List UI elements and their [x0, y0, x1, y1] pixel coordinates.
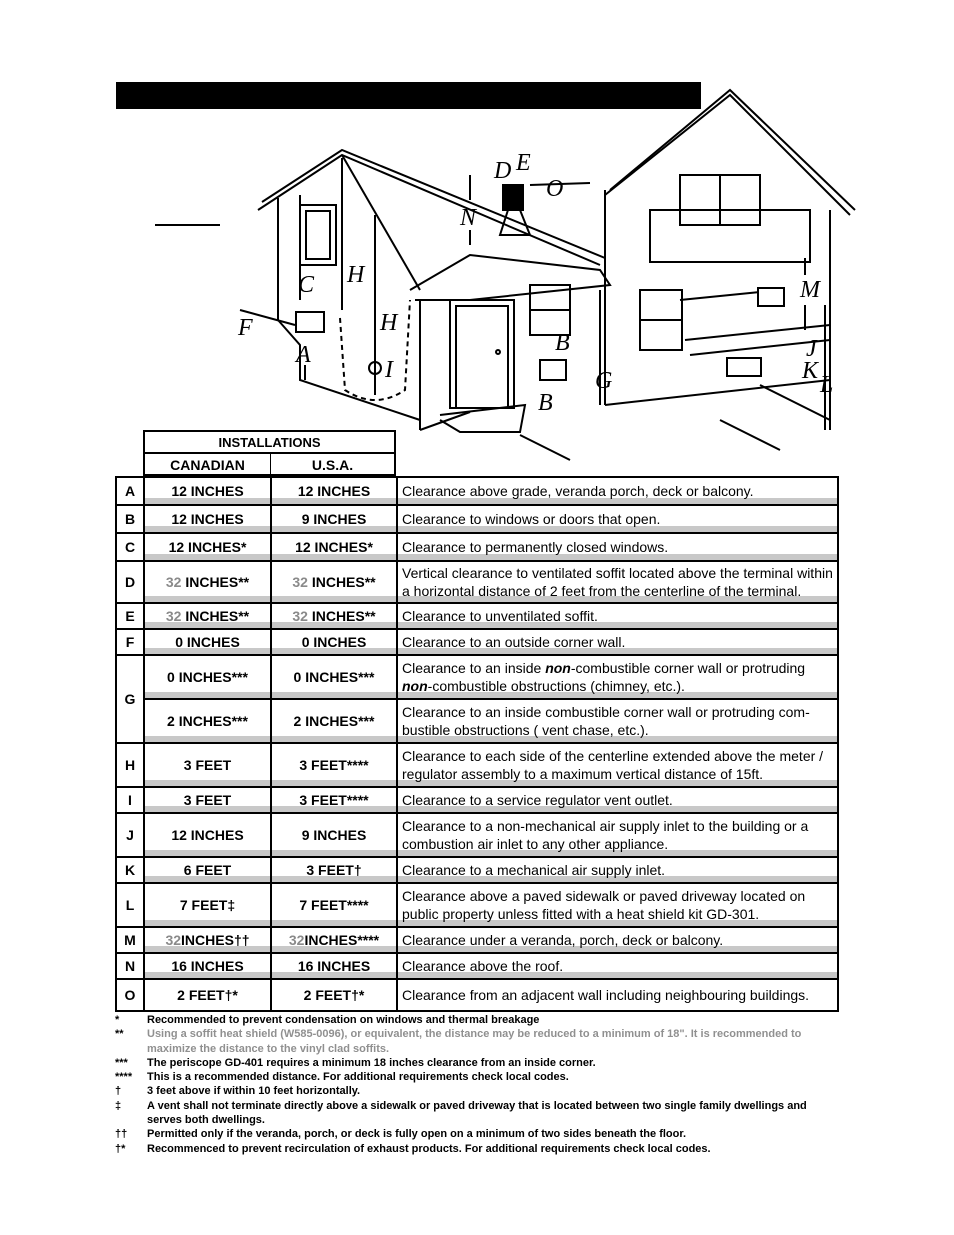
row-letter: D: [116, 561, 144, 603]
usa-value: 3 FEET****: [271, 743, 397, 787]
canadian-value: 12 INCHES: [144, 813, 271, 857]
table-row: [116, 979, 838, 1011]
canadian-value: 3 FEET: [144, 787, 271, 813]
table-row: [116, 629, 838, 655]
diagram-label-m: M: [800, 277, 820, 303]
row-description: Clearance to an inside non-combustible corner wall or protruding non-combustible obstructions (chimney, etc.).: [397, 655, 838, 699]
row-description: Clearance to an inside combustible corner wall or protruding com-bustible obstructions ( vent chase, etc.).: [397, 699, 838, 743]
footnote: †† Permitted only if the veranda, porch, or deck is fully open on a minimum of two sides beneath the floor.: [115, 1128, 687, 1141]
usa-value: 32 INCHES**: [271, 561, 397, 603]
footnotes: [115, 1013, 840, 1156]
usa-header: U.S.A.: [270, 453, 396, 476]
row-letter: I: [116, 787, 144, 813]
table-row: [116, 927, 838, 953]
table-row: [116, 561, 838, 603]
canadian-value: 12 INCHES*: [144, 533, 271, 561]
diagram-label-e: E: [516, 150, 531, 176]
row-description: Clearance to windows or doors that open.: [397, 505, 838, 533]
row-letter: N: [116, 953, 144, 979]
canadian-value: 32 INCHES**: [144, 603, 271, 629]
usa-value: 9 INCHES: [271, 505, 397, 533]
row-description: Clearance above a paved sidewalk or paved driveway located on public property unless fitted with a heat shield kit GD-301.: [397, 883, 838, 927]
canadian-value: 6 FEET: [144, 857, 271, 883]
row-description: Vertical clearance to ventilated soffit located above the terminal within a horizontal distance of 2 feet from the centerline of the terminal.: [397, 561, 838, 603]
row-description: Clearance to a non-mechanical air supply inlet to the building or a combustion air inlet to any other appliance.: [397, 813, 838, 857]
footnote: ‡ A vent shall not terminate directly above a sidewalk or paved driveway that is located between two single family dwellings and serves both dwellings.: [115, 1099, 807, 1127]
footnote: *** The periscope GD-401 requires a minimum 18 inches clearance from an inside corner.: [115, 1056, 596, 1069]
usa-value: 3 FEET†: [271, 857, 397, 883]
usa-value: 16 INCHES: [271, 953, 397, 979]
row-description: Clearance to an outside corner wall.: [397, 629, 838, 655]
canadian-value: 0 INCHES: [144, 629, 271, 655]
diagram-label-b2: B: [538, 390, 553, 416]
diagram-label-a: A: [296, 342, 311, 368]
table-row: [116, 477, 838, 505]
usa-value: 0 INCHES: [271, 629, 397, 655]
row-letter: B: [116, 505, 144, 533]
row-letter: O: [116, 979, 144, 1011]
canadian-value: 12 INCHES: [144, 477, 271, 505]
usa-value: 32 INCHES**: [271, 603, 397, 629]
usa-value: 3 FEET****: [271, 787, 397, 813]
table-row: [116, 603, 838, 629]
row-letter: M: [116, 927, 144, 953]
diagram-label-j: J: [806, 336, 817, 362]
table-row: [116, 953, 838, 979]
row-letter: H: [116, 743, 144, 787]
canadian-value: 7 FEET‡: [144, 883, 271, 927]
row-description: Clearance to each side of the centerline extended above the meter / regulator assembly to a maximum vertical distance of 15ft.: [397, 743, 838, 787]
usa-value: 9 INCHES: [271, 813, 397, 857]
table-row: [116, 857, 838, 883]
diagram-label-o: O: [546, 176, 564, 202]
diagram-label-c: C: [298, 272, 315, 298]
diagram-label-n: N: [460, 205, 477, 231]
diagram-label-l: L: [820, 372, 834, 398]
footnote: **** This is a recommended distance. For additional requirements check local codes.: [115, 1071, 569, 1084]
usa-value: 0 INCHES***: [271, 655, 397, 699]
canadian-value: 2 INCHES***: [144, 699, 271, 743]
canadian-value: 0 INCHES***: [144, 655, 271, 699]
row-description: Clearance to unventilated soffit.: [397, 603, 838, 629]
usa-value: 32INCHES****: [271, 927, 397, 953]
diagram-label-i: I: [385, 357, 393, 383]
table-row: [116, 743, 838, 787]
table-row: [116, 787, 838, 813]
canadian-value: 32INCHES††: [144, 927, 271, 953]
row-letter: F: [116, 629, 144, 655]
canadian-value: 12 INCHES: [144, 505, 271, 533]
canadian-value: 32 INCHES**: [144, 561, 271, 603]
canadian-header: CANADIAN: [143, 453, 271, 476]
diagram-label-f: F: [238, 315, 253, 341]
table-row: [116, 505, 838, 533]
table-row: [116, 533, 838, 561]
table-row: [116, 883, 838, 927]
diagram-label-d: D: [494, 158, 512, 184]
row-letter: L: [116, 883, 144, 927]
diagram-label-h2: H: [380, 310, 398, 336]
usa-value: 12 INCHES*: [271, 533, 397, 561]
diagram-label-b: B: [555, 330, 570, 356]
footnote: * Recommended to prevent condensation on windows and thermal breakage: [115, 1014, 540, 1026]
footnote: ** Using a soffit heat shield (W585-0096), or equivalent, the distance may be reduced to a minimum of 18". It is recommended to maximize the distance to the vinyl clad soffits.: [115, 1028, 802, 1055]
clearance-table: [115, 476, 839, 1012]
footnote: †* Recommenced to prevent recirculation of exhaust products. For additional requirements check local codes.: [115, 1142, 711, 1155]
usa-value: 7 FEET****: [271, 883, 397, 927]
table-row: [116, 699, 838, 743]
usa-value: 12 INCHES: [271, 477, 397, 505]
diagram-label-h: H: [347, 262, 365, 288]
installations-header: INSTALLATIONS: [143, 430, 396, 453]
usa-value: 2 INCHES***: [271, 699, 397, 743]
row-description: Clearance from an adjacent wall including neighbouring buildings.: [397, 979, 838, 1011]
usa-value: 2 FEET†*: [271, 979, 397, 1011]
row-letter: K: [116, 857, 144, 883]
canadian-value: 2 FEET†*: [144, 979, 271, 1011]
row-letter: C: [116, 533, 144, 561]
diagram-label-k: K: [802, 358, 819, 384]
row-description: Clearance to a mechanical air supply inlet.: [397, 857, 838, 883]
row-description: Clearance above grade, veranda porch, deck or balcony.: [397, 477, 838, 505]
row-description: Clearance above the roof.: [397, 953, 838, 979]
row-letter: A: [116, 477, 144, 505]
row-description: Clearance to a service regulator vent outlet.: [397, 787, 838, 813]
footnote: † 3 feet above if within 10 feet horizontally.: [115, 1085, 361, 1098]
row-letter: G: [116, 655, 144, 743]
row-letter: J: [116, 813, 144, 857]
diagram-label-g: G: [595, 368, 613, 394]
row-description: Clearance under a veranda, porch, deck or balcony.: [397, 927, 838, 953]
row-description: Clearance to permanently closed windows.: [397, 533, 838, 561]
canadian-value: 16 INCHES: [144, 953, 271, 979]
table-row: [116, 655, 838, 699]
canadian-value: 3 FEET: [144, 743, 271, 787]
table-row: [116, 813, 838, 857]
row-letter: E: [116, 603, 144, 629]
house-clearance-diagram: [0, 0, 954, 470]
